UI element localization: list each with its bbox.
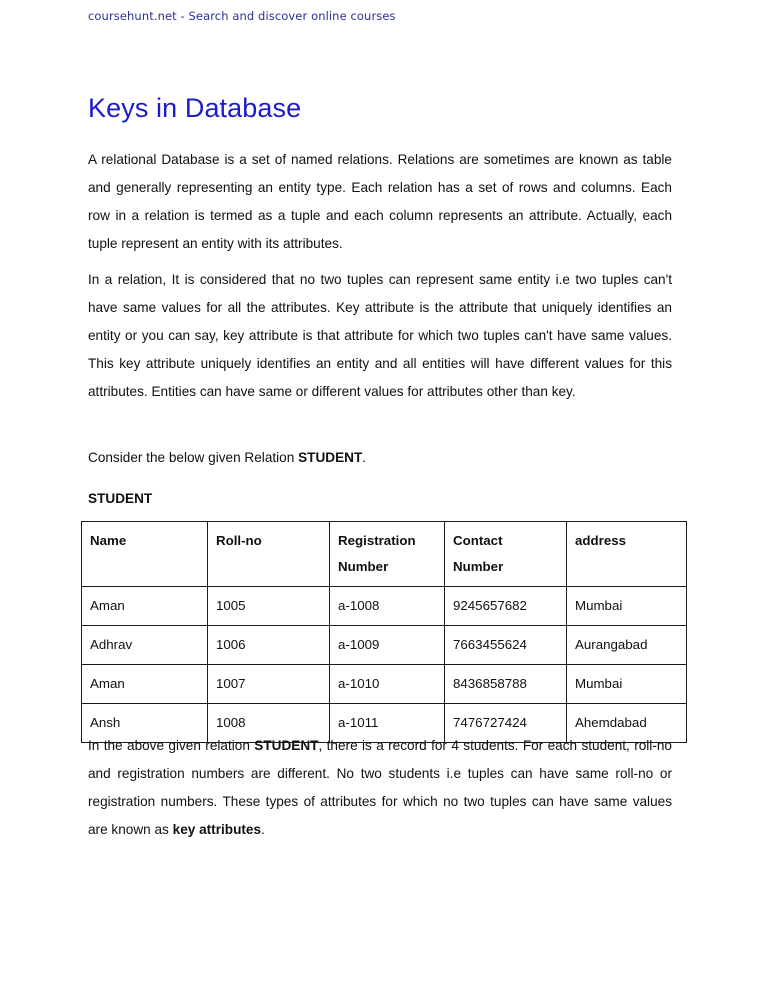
cell-roll-no: 1007 [208,665,330,704]
table-row [82,587,687,626]
column-header-address-line1: address [575,533,626,548]
table-caption-student: STUDENT [88,491,153,506]
cell-name: Adhrav [82,626,208,665]
cell-contact-number: 7476727424 [445,704,567,743]
table-header-row-group [82,522,687,587]
column-header-name-line1: Name [90,533,127,548]
table-body [82,587,687,743]
paragraph-intro: A relational Database is a set of named relations. Relations are sometimes are known as table and generally representing an entity type. Each relation has a set of rows and columns. Each row in a relation is termed as a tuple and each column represents an attribute. Actually, each tuple represent an entity with its attributes. [88,152,672,251]
column-header-name [82,522,208,587]
cell-address: Mumbai [567,587,687,626]
column-header-registration-number-line1: Registration [338,533,416,548]
paragraph-closing [88,732,672,844]
cell-contact-number: 9245657682 [445,587,567,626]
student-relation-table [81,521,687,743]
cell-registration-number: a-1008 [330,587,445,626]
cell-address: Ahemdabad [567,704,687,743]
column-header-registration-number-line2: Number [338,559,389,574]
cell-contact-number: 8436858788 [445,665,567,704]
closing-relation-name: STUDENT [254,738,319,753]
cell-roll-no: 1008 [208,704,330,743]
column-header-contact-number-line2: Number [453,559,504,574]
cell-name: Ansh [82,704,208,743]
closing-part-3: . [261,822,265,837]
column-header-contact-number [445,522,567,587]
cell-registration-number: a-1009 [330,626,445,665]
cell-address: Mumbai [567,665,687,704]
column-header-contact-number-line1: Contact [453,533,503,548]
column-header-roll-no [208,522,330,587]
cell-name: Aman [82,587,208,626]
closing-part-2: , there is a record for 4 students. For each student, roll-no and registration numbers are different. No two students i.e tuples can have same roll-no or registration numbers. These types of attributes for which no two tuples can have same values are known as [88,738,672,837]
consider-prefix: Consider the below given Relation [88,450,299,465]
page-title: Keys in Database [88,93,302,123]
consider-suffix: . [362,450,367,465]
column-header-registration-number [330,522,445,587]
table-row [82,626,687,665]
closing-key-attributes-term: key attributes [172,822,262,837]
paragraph-key-attribute: In a relation, It is considered that no two tuples can represent same entity i.e two tuples can't have same values for all the attributes. Key attribute is the attribute that uniquely identifies an entity or you can say, key attribute is that attribute for which two tuples can't have same values. This key attribute uniquely identifies an entity and all entities will have different values for this attributes. Entities can have same or different values for attributes other than key. [88,272,672,399]
closing-part-1: In the above given relation [88,738,255,753]
cell-roll-no: 1006 [208,626,330,665]
cell-address: Aurangabad [567,626,687,665]
table-header-row [82,522,687,587]
cell-registration-number: a-1011 [330,704,445,743]
paragraph-consider-relation [88,444,672,472]
cell-contact-number: 7663455624 [445,626,567,665]
cell-name: Aman [82,665,208,704]
table-row [82,665,687,704]
cell-roll-no: 1005 [208,587,330,626]
site-header-text: coursehunt.net - Search and discover online courses [88,9,396,23]
consider-relation-name: STUDENT [298,450,363,465]
column-header-roll-no-line1: Roll-no [216,533,262,548]
column-header-address [567,522,687,587]
cell-registration-number: a-1010 [330,665,445,704]
table-row [82,704,687,743]
